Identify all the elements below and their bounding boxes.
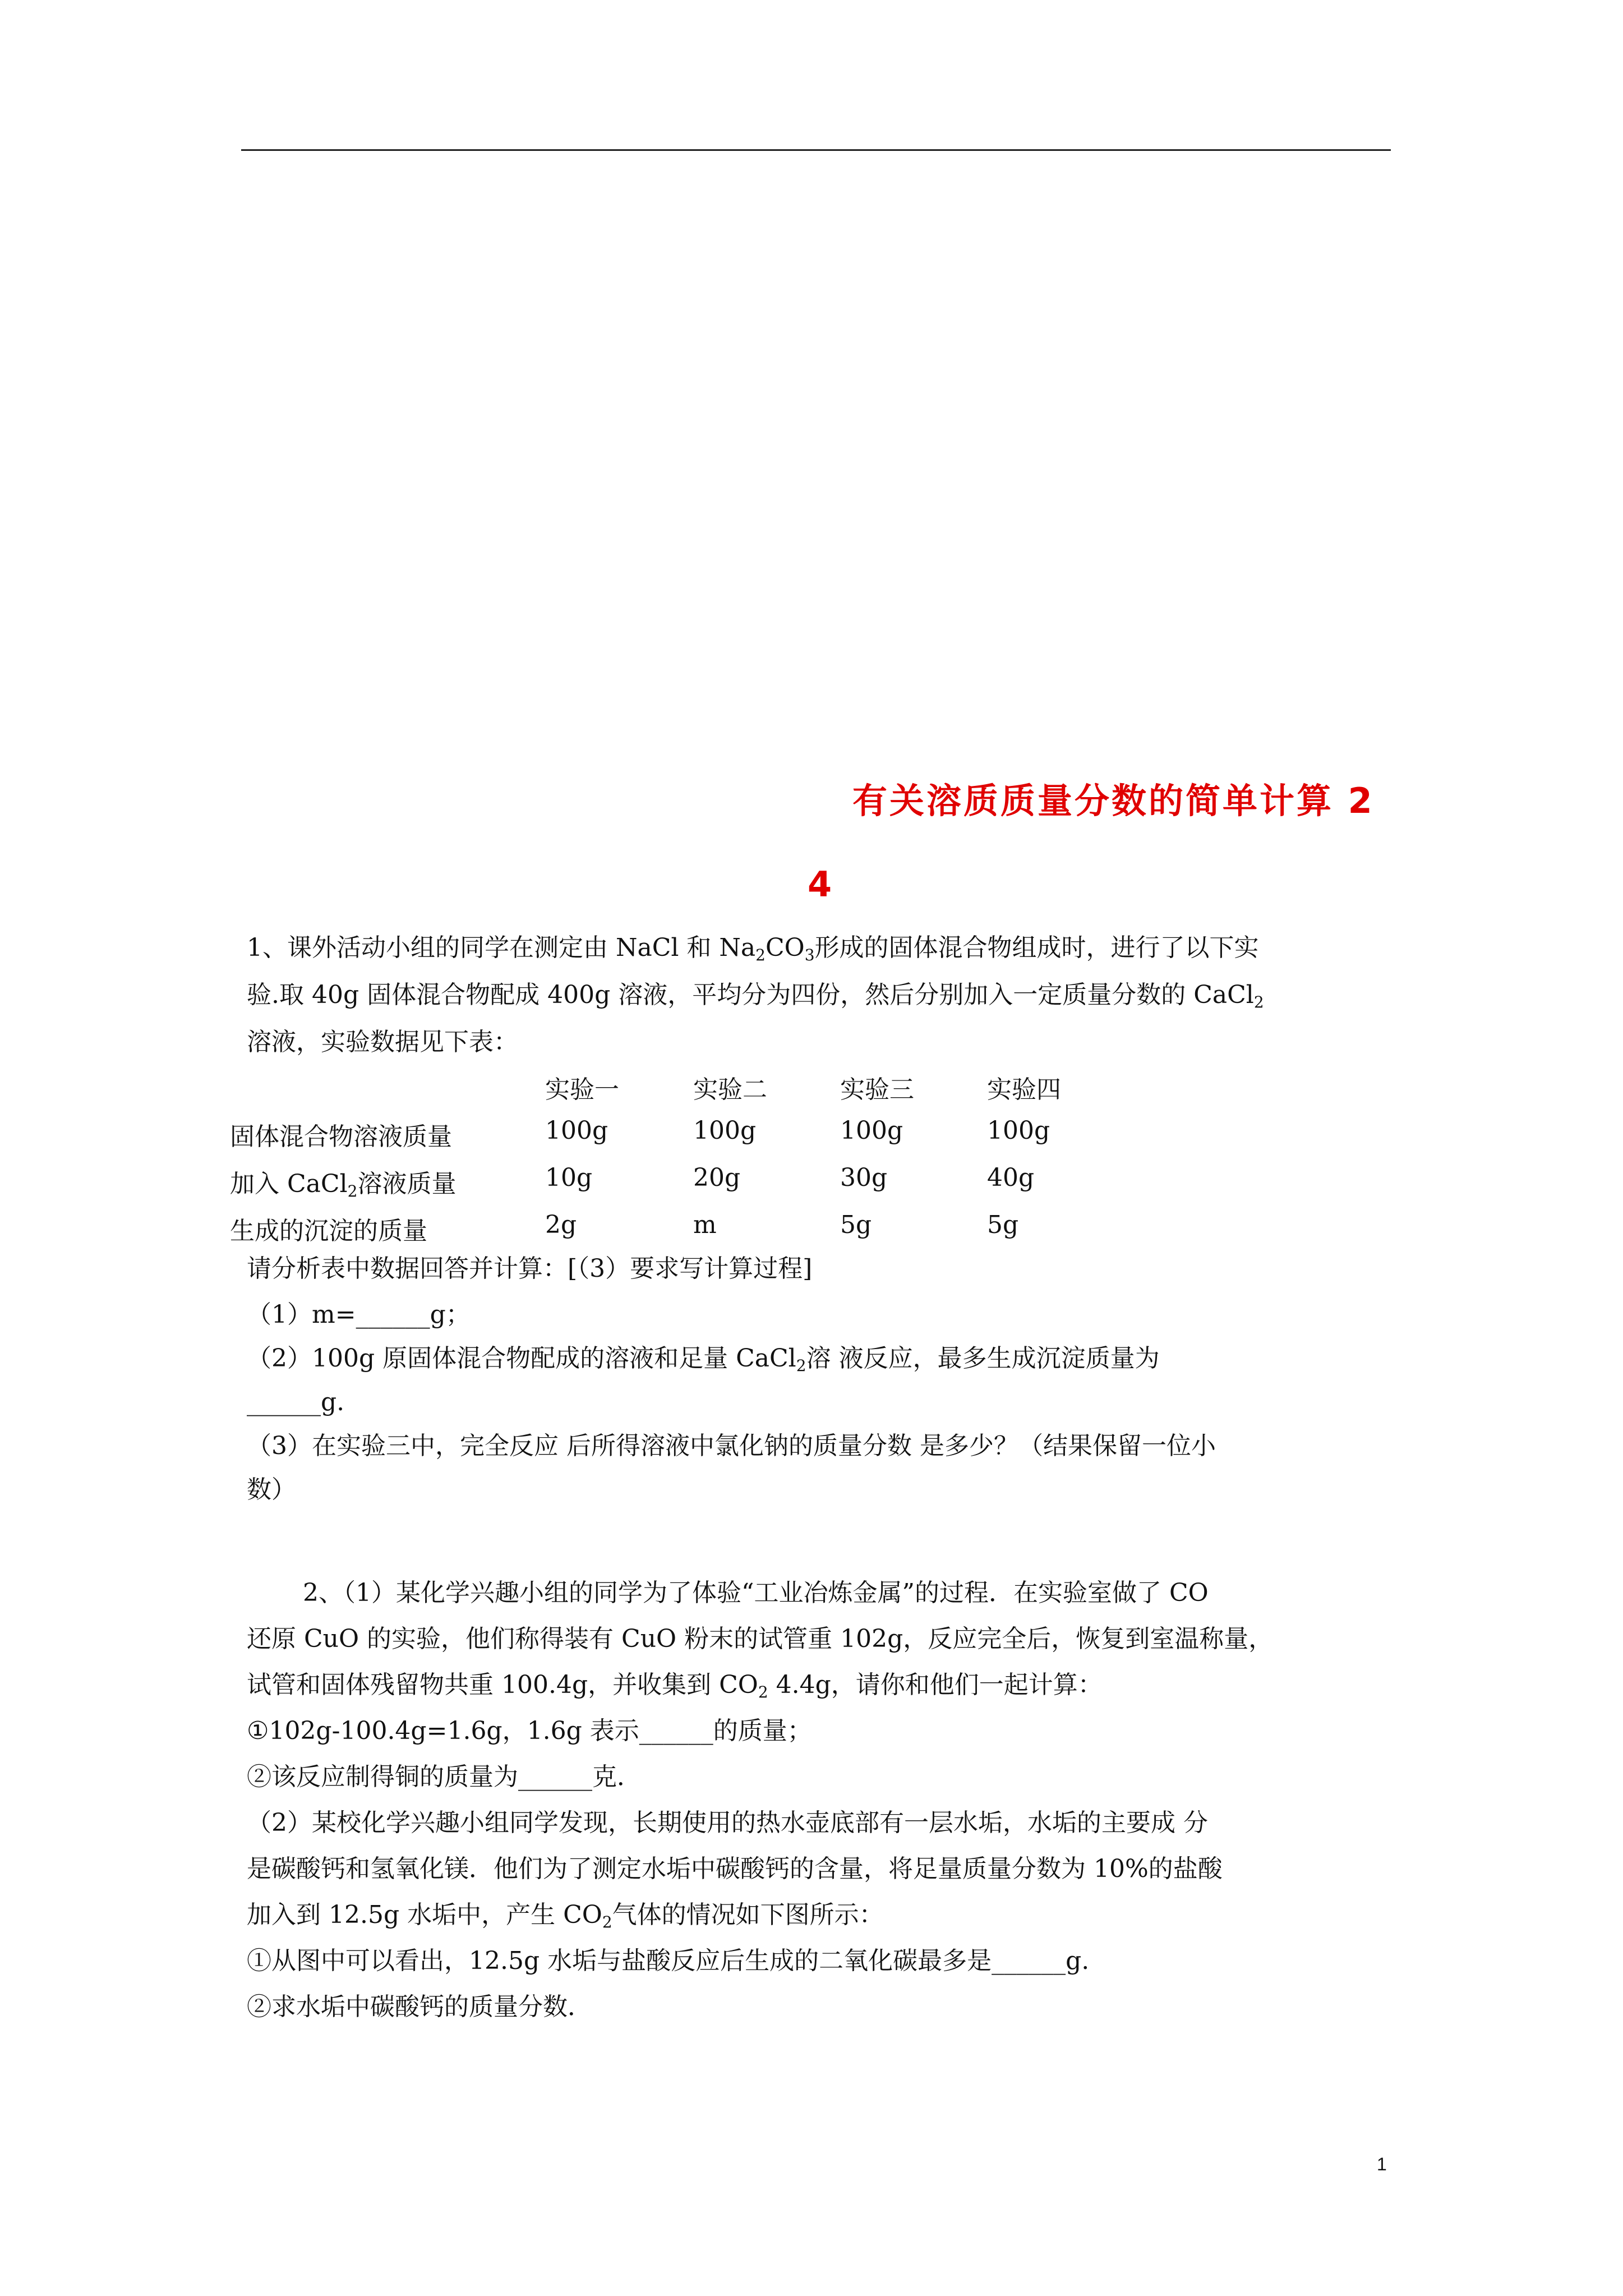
table-cell: 100g bbox=[693, 1116, 757, 1145]
q1-part-2-text-a: （2）100g 原固体混合物配成的溶液和足量 CaCl bbox=[247, 1344, 796, 1373]
table-header-3: 实验三 bbox=[840, 1075, 914, 1104]
q1-line-2-text: 验.取 40g 固体混合物配成 400g 溶液，平均分为四份，然后分别加入一定质量分数的 CaCl bbox=[247, 981, 1254, 1009]
page-title: 有关溶质质量分数的简单计算 2 bbox=[852, 780, 1375, 821]
q1-prompt: 请分析表中数据回答并计算：[（3）要求写计算过程] bbox=[247, 1254, 813, 1283]
q2-line-4: ①102g-100.4g=1.6g，1.6g 表示______的质量； bbox=[247, 1717, 812, 1745]
table-row-3-label-text: 生成的沉淀的质量 bbox=[230, 1217, 427, 1245]
q1-part-1: （1）m=______g； bbox=[247, 1300, 471, 1329]
q1-line-1-sub-2: 3 bbox=[804, 946, 815, 964]
table-cell: m bbox=[693, 1211, 717, 1239]
table-row-1-label bbox=[230, 1116, 452, 1152]
table-cell: 10g bbox=[545, 1163, 593, 1192]
q2-line-8 bbox=[247, 1903, 884, 1930]
table-cell: 5g bbox=[840, 1211, 872, 1239]
q1-part-2-text-b: 溶 液反应，最多生成沉淀质量为 bbox=[806, 1344, 1160, 1373]
table-row-3-label bbox=[230, 1211, 427, 1246]
q2-line-7: 是碳酸钙和氢氧化镁．他们为了测定水垢中碳酸钙的含量，将足量质量分数为 10%的盐酸 bbox=[247, 1855, 1223, 1883]
q1-part-2-sub: 2 bbox=[796, 1356, 806, 1375]
q1-line-1-text-b: CO bbox=[765, 933, 805, 962]
q1-part-2 bbox=[247, 1346, 1160, 1374]
q1-line-1 bbox=[247, 933, 1259, 964]
q1-line-1-sub-1: 2 bbox=[755, 946, 766, 964]
q1-line-3: 溶液，实验数据见下表： bbox=[247, 1028, 518, 1056]
q1-line-2-sub: 2 bbox=[1253, 993, 1264, 1011]
table-cell: 30g bbox=[840, 1163, 888, 1192]
q2-line-5: ②该反应制得铜的质量为______克． bbox=[247, 1763, 642, 1791]
table-cell: 40g bbox=[987, 1163, 1035, 1192]
table-row-2-label-text-b: 溶液质量 bbox=[357, 1170, 457, 1198]
q2-line-3 bbox=[247, 1673, 1103, 1700]
q2-line-8-sub: 2 bbox=[602, 1913, 612, 1931]
q2-line-3-text-b: 4.4g，请你和他们一起计算： bbox=[768, 1671, 1103, 1699]
table-row-2-label bbox=[230, 1163, 456, 1200]
table-cell: 100g bbox=[545, 1116, 608, 1145]
page-number: 1 bbox=[1377, 2154, 1387, 2174]
q2-line-10: ②求水垢中碳酸钙的质量分数． bbox=[247, 1993, 592, 2021]
table-header-1: 实验一 bbox=[545, 1075, 619, 1104]
q1-line-1-text-c: 形成的固体混合物组成时，进行了以下实 bbox=[814, 933, 1259, 962]
q1-part-2-answer: ______g. bbox=[247, 1388, 345, 1416]
table-row-2-label-text-a: 加入 CaCl bbox=[230, 1170, 348, 1198]
table-row-1-label-text: 固体混合物溶液质量 bbox=[230, 1122, 452, 1151]
q2-line-3-sub: 2 bbox=[758, 1683, 768, 1701]
q1-part-3-cont: 数） bbox=[247, 1475, 296, 1504]
table-cell: 100g bbox=[987, 1116, 1050, 1145]
q2-line-9: ①从图中可以看出，12.5g 水垢与盐酸反应后生成的二氧化碳最多是______g. bbox=[247, 1947, 1090, 1975]
table-cell: 20g bbox=[693, 1163, 741, 1192]
page-title-continuation: 4 bbox=[808, 864, 832, 905]
q1-line-2 bbox=[247, 983, 1264, 1010]
q2-line-8-text-a: 加入到 12.5g 水垢中，产生 CO bbox=[247, 1901, 602, 1929]
q1-line-1-text-a: 1、课外活动小组的同学在测定由 NaCl 和 Na bbox=[247, 933, 756, 962]
q1-part-3: （3）在实验三中，完全反应 后所得溶液中氯化钠的质量分数 是多少？（结果保留一位小 bbox=[247, 1432, 1216, 1460]
q2-line-3-text-a: 试管和固体残留物共重 100.4g，并收集到 CO bbox=[247, 1671, 758, 1699]
table-header-4: 实验四 bbox=[987, 1075, 1061, 1104]
header-rule bbox=[241, 149, 1391, 151]
q2-line-2: 还原 CuO 的实验，他们称得装有 CuO 粉末的试管重 102g，反应完全后，恢复到室温称量， bbox=[247, 1625, 1274, 1653]
table-cell: 5g bbox=[987, 1211, 1019, 1239]
table-cell: 100g bbox=[840, 1116, 903, 1145]
q2-line-1: 2、（1）某化学兴趣小组的同学为了体验“工业冶炼金属”的过程．在实验室做了 CO bbox=[303, 1579, 1209, 1607]
q2-line-6: （2）某校化学兴趣小组同学发现，长期使用的热水壶底部有一层水垢，水垢的主要成 分 bbox=[247, 1809, 1208, 1837]
q2-line-8-text-b: 气体的情况如下图所示： bbox=[612, 1901, 884, 1929]
table-header-2: 实验二 bbox=[693, 1075, 767, 1104]
table-cell: 2g bbox=[545, 1211, 577, 1239]
table-row-2-label-sub: 2 bbox=[347, 1182, 358, 1200]
